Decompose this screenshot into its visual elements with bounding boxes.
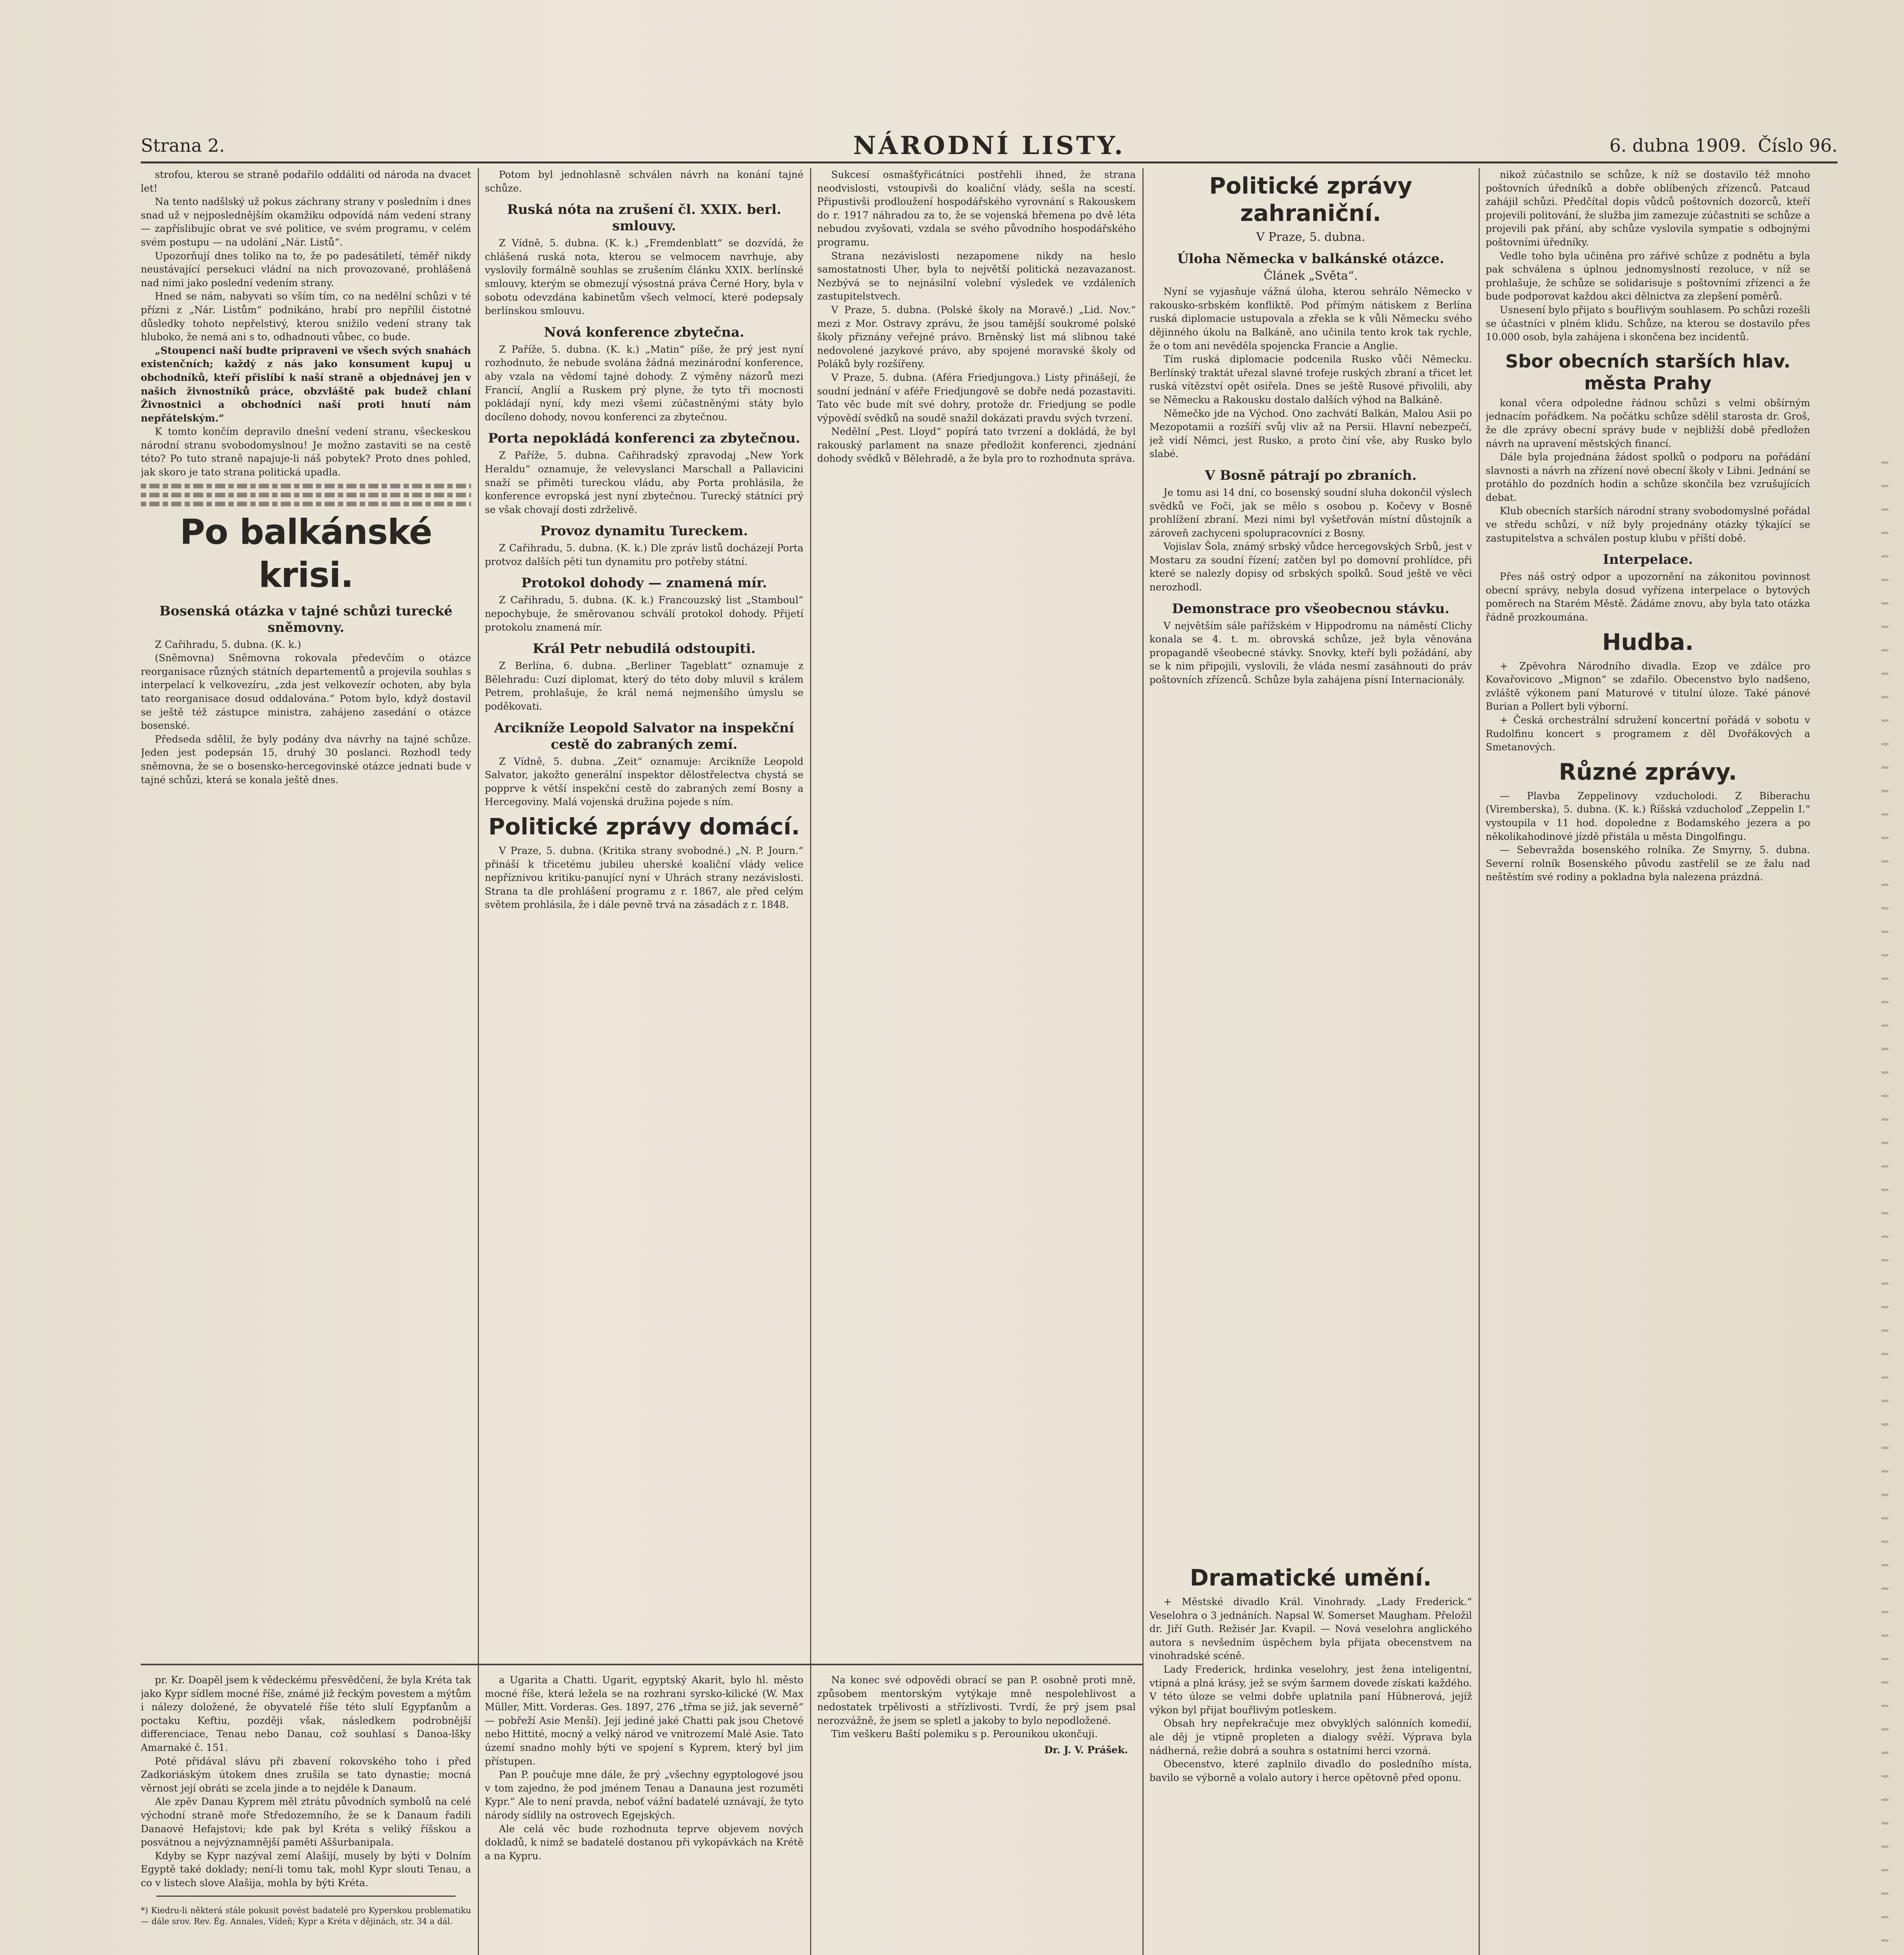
paragraph: Z Berlína, 6. dubna. „Berliner Tageblatt“ oznamuje z Bělehradu: Cuzí diplomat, který do této doby mluvil s králem Petrem, prohlašuje, že král nemá nejmenšího úmyslu se poděkovati. — [485, 660, 803, 712]
column-2-lower — [485, 1673, 803, 1955]
paragraph: a Ugarita a Chatti. Ugarit, egyptský Akarit, bylo hl. město mocné říše, která ležela se na rozhrani syrsko-kilické (W. Max Müller, Mitt. Vorderas. Ges. 1897, 276 „třma se již, jak severně“ — pobřeží Asie Menší). Její jediné jaké Chatti pak jsou Chetové nebo Hittité, mocný a velký národ ve vnitrozemí Malé Asie. Tato území snadno mohly býti ve spojení s Kyprem, který byl jim přístupen. — [485, 1674, 803, 1767]
article-subheadline: Bosenská otázka v tajné schůzi turecké sněmovny. — [159, 603, 453, 635]
column-rule — [1142, 168, 1144, 1955]
paragraph: Z Cařihradu, 5. dubna. (K. k.) Francouzský list „Stamboul“ nepochybuje, že směrovanou schválí protokol dohody. Přijetí protokolu znamená mír. — [485, 594, 803, 633]
paragraph: Kdyby se Kypr nazýval zemí Alašijí, musely by býti v Dolním Egyptě také doklady; není-li tomu tak, mohl Kypr slouti Tenau, a co v listech slove Alašija, mohla by býti Kréta. — [141, 1850, 471, 1889]
section-heading: Protokol dohody — znamená mír. — [521, 575, 767, 591]
quotation: „Stoupenci naší budte pripraveni ve všech svých snahách existenčních; každý z nás jako konsument kupuj u obchodníků, kteří přislíbí k naší straně a objednávej jen v našich živnostníků práce, obzvláště pak budež chlaní Živnostnici a obchodníci naší proti hnutí nám nepřátelským.“ — [141, 344, 471, 424]
issue-date — [1610, 135, 1838, 156]
section-headline: Různé zprávy. — [1559, 758, 1737, 785]
column-1-lower — [141, 1673, 471, 1955]
dateline: Z Cařihradu, 5. dubna. (K. k.) — [155, 639, 301, 650]
paragraph: strofou, kterou se straně podařilo oddáliti od národa na dvacet let! — [141, 169, 471, 194]
section-heading: Arcikníže Leopold Salvator na inspekční cestě do zabraných zemí. — [494, 720, 794, 752]
text-line — [141, 502, 471, 506]
paragraph: Ale celá věc bude rozhodnuta teprve objevem nových dokladů, k nimž se badatelé dostanou při vykopávkách na Krétě a na Kypru. — [485, 1823, 803, 1862]
paragraph: (Sněmovna) Sněmovna rokovala předevčím o otázce reorganisace různých státních departementů a projevila souhlas s interpelací k velkovezíru, „zda jest velkovezír ochoten, aby byla tato reorganisace dosud oddalována.“ Potom bylo, když dostavil se ještě též zástupce ministra, zahájeno zasedání o otázce bosenské. — [141, 652, 471, 732]
page-edge-binding — [1881, 461, 1888, 1955]
paragraph: Z Paříže, 5. dubna. (K. k.) „Matin“ píše, že prý jest nyní rozhodnuto, že nebude svolána žádná mezinárodní konference, aby vzala na vědomí tajné dohody. Z výměny názorů mezi Francií, Anglií a Ruskem prý plyne, že tyto tři mocnosti pokládají nyní, kdy mezi všemi zúčastněnými státy bylo docíleno dohody, novou konferenci za zbytečnou. — [485, 343, 803, 423]
paragraph: Vedle toho byla učiněna pro zářivé schůze z podnětu a byla pak schválena s úplnou jednomyslností rezoluce, v níž se prohlašuje, že schůze se solidarisuje s poštovními zřízenci a že bude podporovat každou akci dělnictva za zlepšení poměrů. — [1486, 250, 1810, 302]
section-heading: V Bosně pátrají po zbraních. — [1205, 467, 1417, 483]
text-line — [141, 484, 471, 488]
dateline: V Praze, 5. dubna. — [1256, 230, 1365, 244]
paragraph: Na tento nadšlský už pokus záchrany strany v posledním i dnes snad už v nejposlednějším okamžiku odpovídá nám vedení strany — zapříslibujíc obrat ve své politice, ve svém programu, v celém svém postupu — na udolání „Nár. Listů“. — [141, 196, 471, 248]
newspaper-title: NÁRODNÍ LISTY. — [853, 131, 1125, 160]
column-3 — [817, 168, 1136, 1662]
paragraph: — Plavba Zeppelinovy vzducholodi. Z Biberachu (Viremberska), 5. dubna. (K. k.) Říšská vzducholoď „Zeppelin I.“ vystoupila v 11 hod. dopoledne z Bodamského jezera a po několikahodinové jízdě přistála u města Dingolfingu. — [1486, 790, 1810, 842]
paragraph: V Praze, 5. dubna. (Kritika strany svobodné.) „N. P. Journ.“ přináší k třicetému jubileu uherské koaliční vlády velice nepříznivou kritiku-panující nyní v Uhrách strany nezávislosti. Strana ta dle prohlášení programu z r. 1867, ale před celým světem prohlásila, že i dále pevně trvá na zásadách z r. 1848. — [485, 845, 803, 911]
paragraph: Usnesení bylo přijato s bouřlivým souhlasem. Po schůzi rozešli se účastníci v plném klidu. Schůze, na kterou se dostavilo přes 10.000 osob, byla zahájena i skončena bez incidentů. — [1486, 304, 1810, 343]
paragraph: Z Vídně, 5. dubna. „Zeit“ oznamuje: Arcikníže Leopold Salvator, jakožto generální inspektor dělostřelectva chystá se popprve k větší inspekční cestě do zabraných zemí Bosny a Hercegoviny. Malá vojenská družina pojede s ním. — [485, 755, 803, 808]
paragraph: Obsah hry nepřekračuje mez obvyklých salónních komedií, ale děj je vtipně propleten a dialogy svěží. Výprava byla nádherná, režie dobrá a souhra s ostatními herci vzorná. — [1149, 1718, 1472, 1756]
paragraph: Klub obecních starších národní strany svobodomyslné pořádal ve středu schůzi, v níž byly projednány otázky týkající se zastupitelstva a schválen postup klubu v příští době. — [1486, 505, 1810, 544]
paragraph: Sukcesí osmašťyřicátníci postřehli ihned, že strana neodvislosti, vstoupivši do koaliční vlády, sešla na scestí. Připustivši prodloužení hospodářského vyrovnání s Rakouskem do r. 1917 náhradou za to, že se vojenská břemena po dvě léta nebudou zvyšovati, vzdala se svého původního hospodářského programu. — [817, 169, 1136, 248]
paragraph: Na konec své odpovědi obrací se pan P. osobně proti mně, způsobem mentorským vytýkaje mně nespolehlivost a nedostatek trpělivosti a střízlivosti. Tvrdí, že prý jsem psal nerozvážně, že jsem se spletl a jakoby to bylo nepodložené. — [817, 1674, 1136, 1726]
section-headline: Politické zprávy zahraniční. — [1209, 172, 1413, 226]
section-heading: Úloha Německa v balkánské otázce. — [1177, 251, 1444, 267]
section-heading: Porta nepokládá konferenci za zbytečnou. — [488, 430, 800, 447]
paragraph: Nyní se vyjasňuje vážná úloha, kterou sehrálo Německo v rakousko-srbském konfliktě. Pod přímým nátiskem z Berlína ruská diplomacie ustupovala a zřekla se k vůli Německu svého dějinného úkolu na Balkáně, ano učinila tento krok tak rychle, že o tom ani nevěděla spojencka Francie a Anglie. — [1149, 286, 1472, 352]
paragraph: Němečko jde na Východ. Ono zachvátí Balkán, Malou Asii po Mezopotamii a rozšíří svůj vliv až na Persii. Hlavní nebezpečí, jež vidí Němci, jest Rusko, a proto činí vše, aby Rusko bylo slabé. — [1149, 407, 1472, 460]
paragraph: Pan P. poučuje mne dále, že prý „všechny egyptologové jsou v tom zajedno, že pod jménem Tenau a Danauna jest rozuměti Kypr.“ Ale to není pravda, neboť vážní badatelé uznávají, že tyto národy sídlily na ostrovech Egejských. — [485, 1769, 803, 1821]
paragraph: nikož zúčastnilo se schůze, k níž se dostavilo též mnoho poštovních úředníků a dobře oblíbených zřízenců. Patcaud zahájil schůzi. Předčítal dopis vůdců poštovních dozorců, kteří projevili politování, že služba jim zamezuje zúčastniti se schůze a projevili pak přání, aby schůze vyslovila sympatie s odbojnými poštovními úředníky. — [1486, 169, 1810, 248]
subheading: Článek „Světa“. — [1264, 269, 1358, 283]
issue-number: Číslo 96. — [1758, 135, 1838, 156]
section-heading: Demonstrace pro všeobecnou stávku. — [1172, 601, 1450, 617]
column-1 — [141, 168, 471, 1662]
paragraph: Z Vídně, 5. dubna. (K. k.) „Fremdenblatt“ se dozvídá, že chlášená ruská nota, kterou se velmocem navrhuje, aby vyslovily formálně souhlas se zrušením článku XXIX. berlínské smlouvy, kterým se obmezují výsostná práva Černé Hory, byla v sobotu odevzdána kabinetům všech velmocí, které podepsaly berlínskou smlouvu. — [485, 237, 803, 317]
section-heading: Provoz dynamitu Tureckem. — [540, 523, 748, 539]
column-2 — [485, 168, 803, 1662]
text-line — [141, 493, 471, 497]
paragraph: Upozorňují dnes toliko na to, že po padesátiletí, téměř nikdy neustávající persekuci vládní na nich provozované, prohlášená nad nimi jako poslední vedením strany. — [141, 250, 471, 289]
paragraph: + Zpěvohra Národního divadla. Ezop ve zdálce pro Kovařovicovo „Mignon“ se zdařilo. Obecenstvo bylo nadšeno, zvláště výkonem paní Maturové v titulní úloze. Také pánové Burian a Pollert byli výborní. — [1486, 660, 1810, 712]
paragraph: Lady Frederick, hrdinka veselohry, jest žena inteligentní, vtipná a plná krásy, jež se svým šarmem dovede získati každého. V této úloze se velmi dobře uplatnila paní Hübnerová, jejíž výkon byl přijat bouřlivým potleskem. — [1149, 1663, 1472, 1716]
paragraph: Obecenstvo, které zaplnilo divadlo do posledního místa, bavilo se výborně a volalo autory i herce opětovně před oponu. — [1149, 1758, 1472, 1783]
paragraph: Přes náš ostrý odpor a upozornění na zákonitou povinnost obecní správy, nebyla dosud vyřízena interpelace o bytových poměrech na Starém Městě. Žádáme znovu, aby byla tato otázka řádně prozkoumána. — [1486, 571, 1810, 623]
paragraph: Ale zpěv Danau Kyprem měl ztrátu původních symbolů na celé východní straně moře Středozemního, že se k Danaum řadili Danaové Hefajstovi; kde pak byl Kréta s veliký říšskou a posvátnou a nejvýznamnější paměti Aššurbanipala. — [141, 1796, 471, 1848]
paragraph: Nedělní „Pest. Lloyd“ popírá tato tvrzení a dokládá, že byl rakouský parlament na snaze předložit konferenci, zjednání dohody svědků v Bělehradě, a že byla pro to rozhodnuta správa. — [817, 426, 1136, 465]
section-divider — [141, 1664, 1142, 1665]
column-rule — [810, 168, 811, 1955]
paragraph: pr. Kr. Doapěl jsem k vědeckému přesvědčení, že byla Kréta tak jako Kypr sídlem mocné říše, známé již řeckým povestem a mýtům i nálezy doložené, že obyvatelé říše této slulí Egypťanům a poctaku Keftiu, později však, následkem podrobnější differenciace, Tenau nebo Danau, což souhlasí s Danoa-lšky Amarnaké č. 151. — [141, 1674, 471, 1753]
paragraph: Dále byla projednána žádost spolků o podporu na pořádání slavnosti a návrh na zřízení nové obecní školy v Libni. Jednání se protáhlo do pozdních hodin a schůze skončila bez vzrušujících debat. — [1486, 451, 1810, 503]
paragraph: Je tomu asi 14 dní, co bosenský soudní sluha dokončil výslech svědků ve Foči, jak se mělo s osobou p. Kočevy v Bosně prohlížení zbraní. Mezi nimi byl vyšetřován místní důstojník a zároveň zachyceni spolupracovníci z Bosny. — [1149, 486, 1472, 539]
paragraph: Tim veškeru Baští polemiku s p. Perounikou ukončuji. — [831, 1728, 1098, 1740]
paragraph: K tomto končím depravilo dnešní vedení stranu, všeckeskou národní stranu svobodomyslnou! Je možno zastaviti se na cestě této? Po tuto straně napajuje-li náš pobytek? Proto dnes pohled, jak skoro je tato strana politická upadla. — [141, 426, 471, 478]
paragraph: Hned se nám, nabyvati so vším tím, co na nedělní schůzi v té přízni z „Nár. Listům“ podnikáno, hrabí pro nepřílil čistotné důsledky tohoto nepřelstivý, kterou snižilo vedení strany tak hluboko, že nemá ani s to, odhadnouti vůbec, co bude. — [141, 291, 471, 343]
footnote-rule — [156, 1896, 455, 1897]
paragraph: Potom byl jednohlasně schválen návrh na konání tajné schůze. — [485, 169, 803, 194]
column-rule — [1479, 168, 1480, 1955]
section-heading: Ruská nóta na zrušení čl. XXIX. berl. smlouvy. — [507, 202, 782, 234]
masthead — [141, 131, 1838, 163]
article-headline: Po balkánské krisi. — [180, 511, 432, 595]
column-4 — [1149, 168, 1472, 1431]
column-3-lower — [817, 1673, 1136, 1955]
section-headline: Sbor obecních starších hlav. města Prahy — [1505, 350, 1791, 394]
column-rule — [478, 168, 479, 1955]
column-5 — [1486, 168, 1810, 1955]
paragraph: Vojislav Šola, známý srbský vůdce hercegovských Srbů, jest v Mostaru za soudní řízení; zatčen byl po domovní prohlídce, při které se nalezly dopisy od srbských spolků. Soud ještě ve věci nerozhodl. — [1149, 541, 1472, 593]
section-heading: Interpelace. — [1603, 552, 1693, 568]
section-headline: Dramatické umění. — [1190, 1564, 1432, 1591]
paragraph: Poté přidával slávu při zbavení rokovského toho i před Zadkoriáským útokem dnes zrušila se tato dynastie; mocná věrnost její obráti se zcela jinde a to nejdéle k Danaum. — [141, 1755, 471, 1794]
paragraph: Předseda sdělil, že byly podány dva návrhy na tajné schůze. Jeden jest podepsán 15, druhý 30 poslanci. Rozhodl tedy sněmovna, že se o bosensko-hercegovinské otázce jednati bude v tajné schůzi, která se konala ještě dnes. — [141, 733, 471, 786]
paragraph: + Česká orchestrální sdružení koncertní pořádá v sobotu v Rudolfinu koncert s programem z děl Dvořákových a Smetanových. — [1486, 714, 1810, 753]
paragraph: V Praze, 5. dubna. (Aféra Friedjungova.) Listy přinášejí, že soudní jednání v aféře Friedjungově se dobře nedá pozastaviti. Tato věc bude mít své dohry, protože dr. Friedjung se podle výpovědí svědků na soudě snažil dokázati pravdu svých tvrzení. — [817, 371, 1136, 424]
section-heading: Nová konference zbytečna. — [544, 324, 744, 340]
paragraph: Strana nezávislosti nezapomene nikdy na heslo samostatnosti Uher, byla to největší politická nezavazanost. Nezbývá se to nejnásilní volební výsledek ve vzdáleních zastupitelstvech. — [817, 250, 1136, 302]
paragraph: V Praze, 5. dubna. (Polské školy na Moravě.) „Lid. Nov.“ mezi z Mor. Ostravy zprávu, že jsou tamější soukromé polské školy přiznány veřejné právo. Brněnský list má slibnou také nedovolené jazykové právo, aby spojené moravské školy od Poláků byly rozšířeny. — [817, 304, 1136, 370]
paragraph: + Městské divadlo Král. Vinohrady. „Lady Frederick.“ Veselohra o 3 jednáních. Napsal W. Somerset Maugham. Přeložil dr. Jiří Guth. Režisér Jar. Kvapil. — Nová veselohra anglického autora s nevšedním úspěchem byla přijata obecenstvem na vinohradské scéně. — [1149, 1596, 1472, 1662]
column-4-lower — [1149, 1560, 1472, 1955]
signature: Dr. J. V. Prášek. — [1044, 1744, 1128, 1756]
footnote: *) Kiedru-li některá stále pokusit povést badatelé pro Kyperskou problematiku — dále srov. Rev. Ég. Annales, Vídeň; Kypr a Kréta v dějinách, str. 34 a dál. — [141, 1905, 471, 1926]
section-headline: Hudba. — [1602, 628, 1694, 655]
paragraph: V největším sále pařížském v Hippodromu na náměstí Clichy konala se 4. t. m. obrovská schůze, jež byla věnována propagandě všeobecné stávky. Snovky, kteří byli požádání, aby se k nim připojili, vyslovili, že vláda nesmí zasáhnouti do práv poštovních zřízenců. Schůze byla zahájena písní Internacionály. — [1149, 620, 1472, 686]
section-heading: Král Petr nebudilá odstoupiti. — [532, 641, 756, 657]
date-text: 6. dubna 1909. — [1609, 135, 1747, 156]
paragraph: Z Cařihradu, 5. dubna. (K. k.) Dle zpráv listů docházejí Porta protvoz dalších pěti tun dynamitu pro potřeby státní. — [485, 542, 803, 567]
paragraph: Tím ruská diplomacie podcenila Rusko vůči Německu. Berlínský traktát uřezal slavné trofeje ruských zbraní a třicet let ruská vítězství opět osiřela. Dnes se ještě Rusové přivolili, aby se Německu a Rakousku dostalo dalších výhod na Balkáně. — [1149, 353, 1472, 405]
paragraph: konal včera odpoledne řádnou schůzi s velmi obšírným jednacím pořádkem. Na počátku schůze sdělil starosta dr. Groš, že dle zprávy obecní správy bude v nejbližší době předložen návrh na upravení městských financí. — [1486, 397, 1810, 449]
paragraph: — Sebevražda bosenského rolníka. Ze Smyrny, 5. dubna. Severní rolník Bosenského původu zastřelil se ze žalu nad neštěstím své rodiny a pokladna byla nalezena prázdná. — [1486, 844, 1810, 883]
page-number: Strana 2. — [141, 135, 225, 156]
paragraph: Z Paříže, 5. dubna. Cařihradský zpravodaj „New York Heraldu“ oznamuje, že velevyslanci Marschall a Pallavicini snaží se přiměti tureckou vládu, aby Porta prohlásila, že konference evropská jest nyní zbytečnou. Turecký státníci prý se však chovají dosti zdrželivě. — [485, 450, 803, 515]
section-headline: Politické zprávy domácí. — [488, 813, 800, 840]
